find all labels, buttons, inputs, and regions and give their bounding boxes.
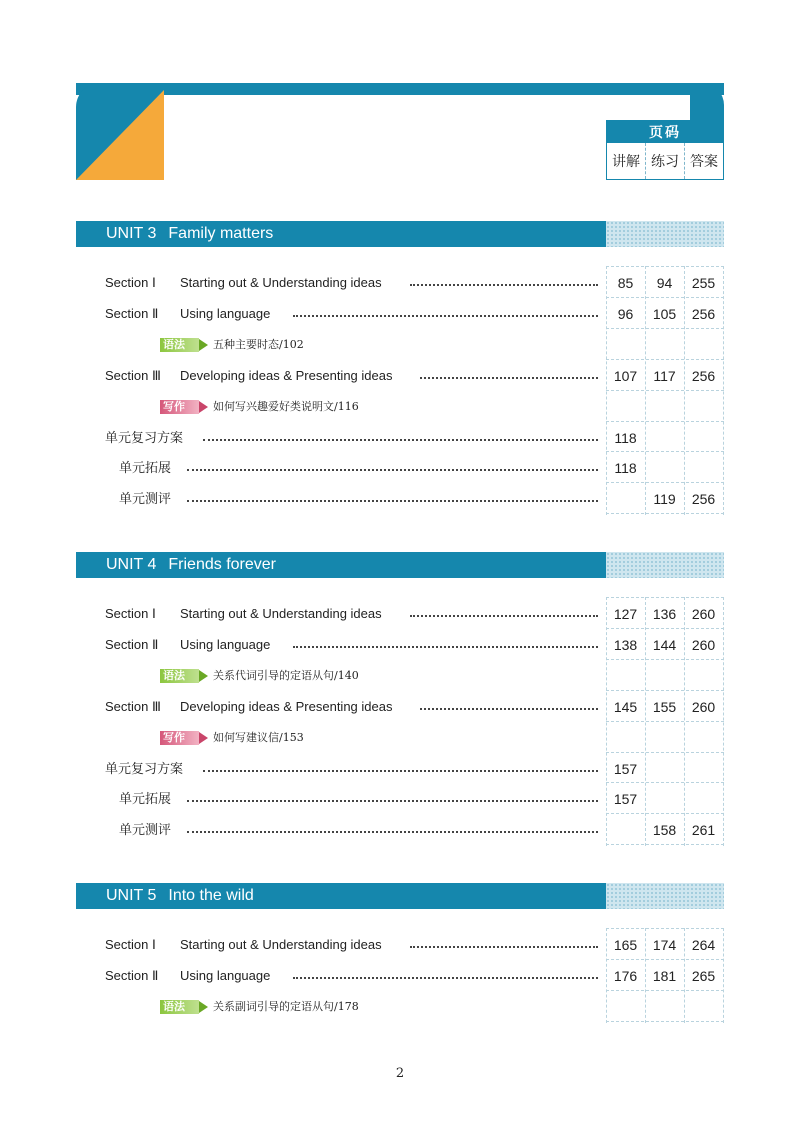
dot-leader (293, 315, 598, 317)
page-lecture: 107 (613, 367, 638, 384)
page-answer: 265 (691, 967, 716, 984)
dot-leader (203, 439, 598, 441)
review-title: 单元测评 (119, 815, 175, 845)
page-answer: 260 (691, 606, 716, 622)
page-lecture: 118 (614, 460, 637, 477)
writing-badge: 写作 (160, 731, 199, 745)
unit-title-band (76, 883, 606, 909)
unit-title-band (76, 552, 606, 578)
page-lecture: 145 (613, 698, 638, 715)
dot-leader (187, 469, 598, 471)
section-title: Using language (180, 299, 274, 329)
subtopic-text: 五种主要时态/102 (213, 337, 304, 351)
toc-section-row[interactable] (105, 268, 724, 298)
page-lecture: 96 (617, 305, 634, 322)
page-exercise: 105 (652, 305, 677, 322)
dot-leader (410, 284, 598, 286)
page-answer: 256 (691, 305, 716, 322)
page-lecture: 118 (614, 429, 637, 446)
unit-title: Family matters (168, 225, 274, 242)
page-lecture: 165 (613, 937, 638, 953)
grid-line (606, 690, 724, 691)
page-answer: 260 (691, 698, 716, 715)
section-label: Section Ⅰ (105, 606, 156, 621)
unit-pattern (606, 883, 724, 909)
grid-line (606, 928, 724, 929)
section-label: Section Ⅱ (105, 636, 159, 652)
unit-number: UNIT 3 (106, 225, 157, 242)
subtopic-text: 关系副词引导的定语从句/178 (213, 999, 359, 1013)
grid-line (606, 359, 724, 360)
page-exercise: 119 (653, 491, 676, 508)
header-band (76, 83, 724, 95)
toc-review-row[interactable] (105, 784, 724, 814)
toc-review-row[interactable] (105, 815, 724, 845)
unit-pattern (606, 221, 724, 247)
subtopic-row[interactable] (160, 661, 359, 691)
page-number: 2 (395, 1066, 405, 1081)
page-lecture: 127 (613, 606, 638, 622)
section-title: Starting out & Understanding ideas (180, 599, 386, 629)
subtopic-row[interactable] (160, 392, 359, 422)
dot-leader (420, 377, 598, 379)
toc-section-row[interactable] (105, 630, 724, 660)
section-label: Section Ⅰ (105, 275, 156, 290)
section-label: Section Ⅱ (105, 305, 159, 321)
subtopic-row[interactable] (160, 330, 304, 360)
grammar-badge: 语法 (160, 1000, 199, 1014)
header-corner-graphic (76, 83, 164, 180)
section-title: Developing ideas & Presenting ideas (180, 361, 396, 391)
unit-number: UNIT 4 (106, 556, 157, 573)
section-title: Using language (180, 961, 274, 991)
grammar-badge: 语法 (160, 669, 199, 683)
page-exercise: 174 (652, 937, 677, 953)
page-answer: 256 (691, 491, 716, 508)
section-label: Section Ⅲ (105, 698, 161, 714)
toc-review-row[interactable] (105, 484, 724, 514)
subtopic-text: 如何写建议信/153 (213, 730, 304, 744)
subtopic-row[interactable] (160, 723, 304, 753)
col-exercise: 练习 (645, 143, 684, 179)
dot-leader (293, 646, 598, 648)
section-label: Section Ⅲ (105, 367, 161, 383)
dot-leader (187, 831, 598, 833)
page-answer: 256 (691, 367, 716, 384)
unit-banner (76, 221, 724, 247)
dot-leader (410, 615, 598, 617)
toc-review-row[interactable] (105, 453, 724, 483)
section-title: Starting out & Understanding ideas (180, 930, 386, 960)
page-lecture: 157 (613, 760, 638, 777)
toc-section-row[interactable] (105, 599, 724, 629)
page-lecture: 85 (617, 275, 634, 291)
writing-badge: 写作 (160, 400, 199, 414)
col-answer: 答案 (684, 143, 723, 179)
page-lecture: 176 (613, 967, 638, 984)
page-columns-header (606, 120, 724, 180)
page-exercise: 158 (652, 822, 677, 839)
unit-pattern (606, 552, 724, 578)
toc-section-row[interactable] (105, 961, 724, 991)
page-exercise: 181 (652, 967, 677, 984)
page-answer: 260 (691, 636, 716, 653)
page-lecture: 157 (613, 791, 638, 808)
subtopic-text: 关系代词引导的定语从句/140 (213, 668, 359, 682)
toc-section-row[interactable] (105, 361, 724, 391)
page-exercise: 155 (652, 698, 677, 715)
unit-title-band (76, 221, 606, 247)
dot-leader (293, 977, 598, 979)
dot-leader (420, 708, 598, 710)
unit-banner (76, 552, 724, 578)
toc-review-row[interactable] (105, 423, 724, 453)
unit-title: Into the wild (168, 887, 254, 904)
review-title: 单元复习方案 (105, 423, 187, 453)
dot-leader (187, 800, 598, 802)
toc-section-row[interactable] (105, 930, 724, 960)
grid-line (606, 421, 724, 422)
col-lecture: 讲解 (612, 153, 640, 169)
review-title: 单元拓展 (119, 453, 175, 483)
unit-banner (76, 883, 724, 909)
page-answer: 261 (691, 822, 716, 839)
section-label: Section Ⅰ (105, 937, 156, 952)
page-answer: 255 (691, 275, 716, 291)
unit-number: UNIT 5 (106, 887, 157, 904)
subtopic-row[interactable] (160, 992, 359, 1022)
grammar-badge: 语法 (160, 338, 199, 352)
dot-leader (187, 500, 598, 502)
toc-review-row[interactable] (105, 754, 724, 784)
section-title: Starting out & Understanding ideas (180, 268, 386, 298)
section-label: Section Ⅱ (105, 967, 159, 983)
review-title: 单元拓展 (119, 784, 175, 814)
toc-section-row[interactable] (105, 299, 724, 329)
grid-line (606, 752, 724, 753)
grid-line (606, 597, 724, 598)
page-columns-title: 页码 (607, 121, 723, 143)
section-title: Using language (180, 630, 274, 660)
section-title: Developing ideas & Presenting ideas (180, 692, 396, 722)
unit-title: Friends forever (168, 556, 276, 573)
grid-line (606, 1021, 724, 1022)
page-exercise: 117 (653, 367, 676, 384)
page-lecture: 138 (613, 636, 638, 653)
dot-leader (203, 770, 598, 772)
page-exercise: 94 (656, 275, 673, 291)
page-answer: 264 (691, 937, 716, 953)
page-exercise: 144 (652, 636, 677, 653)
review-title: 单元测评 (119, 484, 175, 514)
review-title: 单元复习方案 (105, 754, 187, 784)
dot-leader (410, 946, 598, 948)
toc-section-row[interactable] (105, 692, 724, 722)
subtopic-text: 如何写兴趣爱好类说明文/116 (213, 399, 359, 413)
grid-line (606, 266, 724, 267)
page-exercise: 136 (652, 606, 677, 622)
